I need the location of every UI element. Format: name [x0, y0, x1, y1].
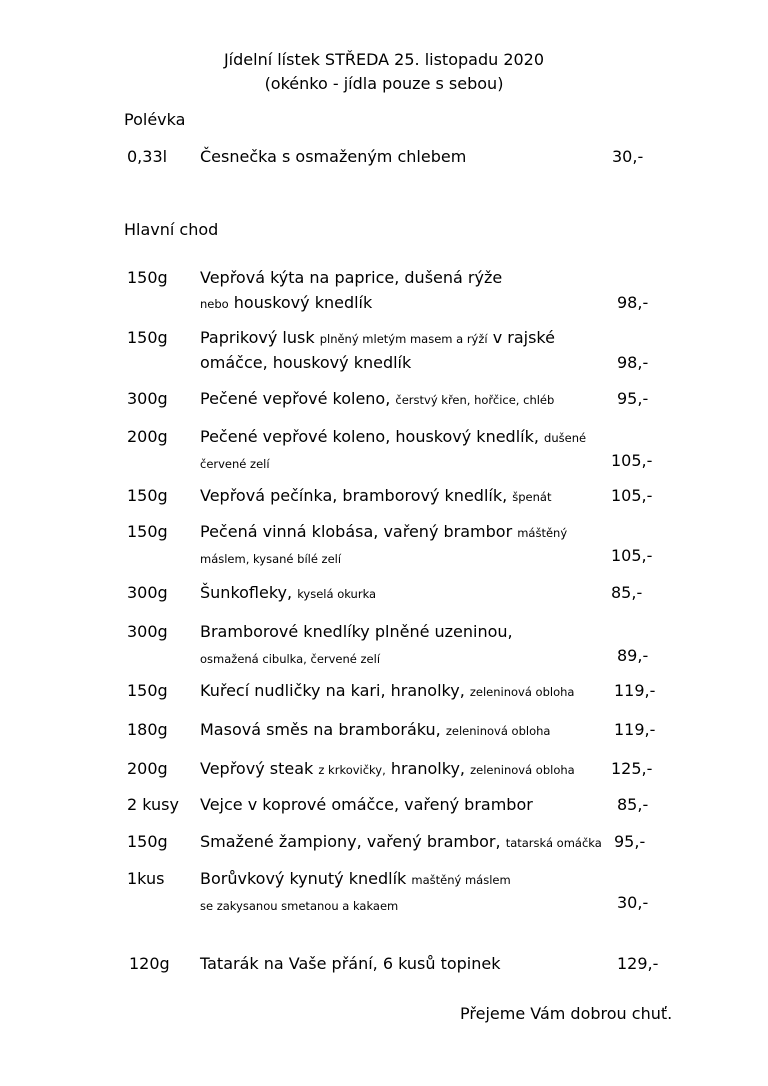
item-quantity: 300g	[127, 583, 168, 602]
item-quantity: 300g	[127, 389, 168, 408]
item-price: 125,-	[611, 759, 653, 778]
item-line-1: Šunkofleky, kyselá okurka	[200, 583, 377, 602]
item-quantity: 1kus	[127, 869, 165, 888]
item-line-1: Kuřecí nudličky na kari, hranolky, zeleninová obloha	[200, 681, 575, 700]
item-price: 98,-	[617, 353, 649, 372]
item-price: 129,-	[617, 954, 659, 973]
item-line-1: Vepřový steak z krkovičky, hranolky, zeleninová obloha	[200, 759, 575, 778]
item-line-2: červené zelí	[200, 457, 270, 471]
item-quantity: 150g	[127, 328, 168, 347]
item-quantity: 150g	[127, 486, 168, 505]
item-quantity: 120g	[129, 954, 170, 973]
item-price: 30,-	[617, 893, 649, 912]
item-price: 89,-	[617, 646, 649, 665]
item-price: 95,-	[614, 832, 646, 851]
item-quantity: 150g	[127, 268, 168, 287]
item-line-2: osmažená cibulka, červené zelí	[200, 652, 381, 666]
item-quantity: 2 kusy	[127, 795, 179, 814]
item-line-1: Masová směs na bramboráku, zeleninová obloha	[200, 720, 551, 739]
item-price: 30,-	[612, 147, 644, 166]
item-price: 105,-	[611, 451, 653, 470]
item-quantity: 0,33l	[127, 147, 168, 166]
item-price: 98,-	[617, 293, 649, 312]
item-name: Tatarák na Vaše přání, 6 kusů topinek	[200, 954, 501, 973]
item-price: 119,-	[614, 681, 656, 700]
item-price: 85,-	[617, 795, 649, 814]
item-line-1: Paprikový lusk plněný mletým masem a rýží v rajské	[200, 328, 555, 347]
item-line-1: Pečená vinná klobása, vařený brambor máštěný	[200, 522, 568, 541]
item-quantity: 180g	[127, 720, 168, 739]
item-line-1: Bramborové knedlíky plněné uzeninou,	[200, 622, 513, 641]
item-line-1: Vepřová pečínka, bramborový knedlík, špenát	[200, 486, 552, 505]
section-heading-soup: Polévka	[124, 110, 186, 129]
item-name: Česnečka s osmaženým chlebem	[200, 147, 467, 166]
item-price: 95,-	[617, 389, 649, 408]
item-line-1: Smažené žampiony, vařený brambor, tatarská omáčka	[200, 832, 602, 851]
item-line-1: Vepřová kýta na paprice, dušená rýže	[200, 268, 503, 287]
closing-message: Přejeme Vám dobrou chuť.	[460, 1004, 673, 1023]
item-quantity: 150g	[127, 832, 168, 851]
item-price: 119,-	[614, 720, 656, 739]
item-quantity: 200g	[127, 759, 168, 778]
item-price: 85,-	[611, 583, 643, 602]
item-line-2: se zakysanou smetanou a kakaem	[200, 899, 399, 913]
item-quantity: 300g	[127, 622, 168, 641]
item-line-1: Pečené vepřové koleno, čerstvý křen, hořčice, chléb	[200, 389, 555, 408]
item-quantity: 200g	[127, 427, 168, 446]
item-line-1: Borůvkový kynutý knedlík maštěný máslem	[200, 869, 511, 888]
item-line-2: omáčce, houskový knedlík	[200, 353, 412, 372]
menu-title: Jídelní lístek STŘEDA 25. listopadu 2020	[223, 50, 545, 69]
item-line-2: nebo houskový knedlík	[200, 293, 373, 312]
item-line-1: Vejce v koprové omáčce, vařený brambor	[200, 795, 533, 814]
item-line-2: máslem, kysané bílé zelí	[200, 552, 342, 566]
menu-subtitle: (okénko - jídla pouze s sebou)	[264, 74, 504, 93]
item-line-1: Pečené vepřové koleno, houskový knedlík, dušené	[200, 427, 587, 446]
section-heading-main: Hlavní chod	[124, 220, 219, 239]
item-quantity: 150g	[127, 681, 168, 700]
item-price: 105,-	[611, 486, 653, 505]
item-quantity: 150g	[127, 522, 168, 541]
item-price: 105,-	[611, 546, 653, 565]
